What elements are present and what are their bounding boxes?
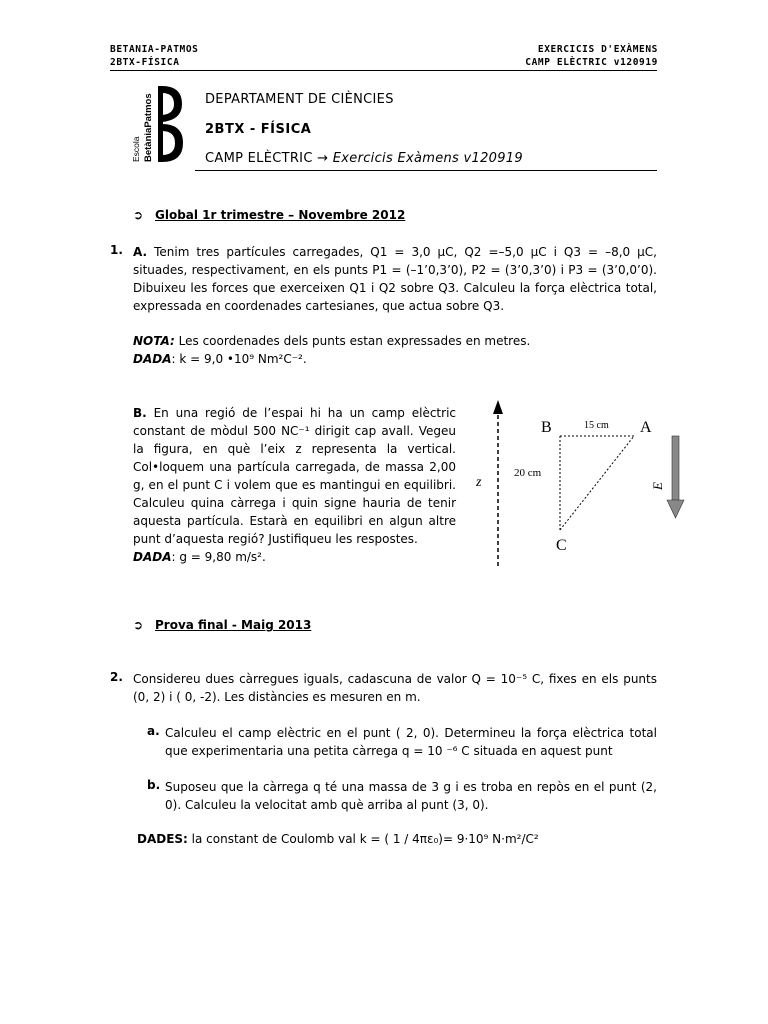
dada-label: DADA [133,352,172,366]
header-rule [110,70,657,71]
question-2-number: 2. [110,670,123,684]
question-2a-label: a. [147,724,160,738]
question-1b [133,404,456,566]
section-2-heading [133,618,311,632]
section-1-heading [133,208,405,222]
department-title: DEPARTAMENT DE CIÈNCIES [205,92,394,107]
header-doc-version: CAMP ELÈCTRIC v120919 [525,57,658,68]
header-school: BETANIA-PATMOS [110,44,199,55]
field-label: E⃗ [650,471,665,490]
question-1b-dada-text: : g = 9,80 m/s². [171,550,266,564]
question-1b-label: B. [133,406,147,420]
logo-text-main: BetàniaPatmos [143,93,154,162]
dada-text: : k = 9,0 •10⁹ Nm²C⁻². [171,352,307,366]
question-1-nota [133,332,657,350]
point-a-label: A [640,419,652,436]
course-title: 2BTX - FÍSICA [205,122,312,137]
question-1a [133,243,657,315]
section-2-arrow: ➲ [133,618,144,632]
field-diagram [468,398,688,570]
question-1b-dada-label: DADA [133,550,172,564]
nota-label: NOTA: [133,334,175,348]
nota-text: Les coordenades dels punts estan expressades en metres. [178,334,531,348]
section-1-title: Global 1r trimestre – Novembre 2012 [155,208,406,222]
question-2b-text: Suposeu que la càrrega q té una massa de 3 g i es troba en repòs en el punt (2, 0). Calculeu la velocitat amb què arriba al punt (3, 0). [165,780,657,812]
field-arrow-head [667,500,684,518]
school-logo [128,82,188,166]
header-left [110,43,198,69]
subject-subtitle: Exercicis Exàmens v120919 [332,151,523,166]
question-2-dades [137,832,539,846]
section-2-title: Prova final - Maig 2013 [155,618,312,632]
question-2a-text: Calculeu el camp elèctric en el punt ( 2, 0). Determineu la força elèctrica total que experimentaria una petita càrrega q = 10 ⁻⁶ C situada en aquest punt [165,726,657,758]
z-axis-arrowhead [493,400,503,414]
field-arrow-shaft [672,436,679,500]
header-doc-type: EXERCICIS D'EXÀMENS [537,44,658,55]
subject-arrow: → [317,151,329,166]
dades-text: la constant de Coulomb val k = ( 1 / 4πε₀)= 9·10⁹ N·m²/C² [187,832,539,846]
subject-name: CAMP ELÈCTRIC [205,151,313,166]
section-1-arrow: ➲ [133,208,144,222]
question-2-intro: Considereu dues càrregues iguals, cadascuna de valor Q = 10⁻⁵ C, fixes en els punts (0, 2) i ( 0, -2). Les distàncies es mesuren en m. [133,672,657,704]
question-1a-label: A. [133,245,148,259]
dades-label: DADES: [137,832,188,846]
subject-line [205,151,523,166]
segment-ca [560,436,634,530]
question-1a-text: Tenim tres partícules carregades, Q1 = 3,0 μC, Q2 =–5,0 μC i Q3 = –8,0 μC, situades, respectivament, en els punts P1 = (–1’0,3’0), P2 = (3’0,3’0) i P3 = (3’0,0’0). Dibuixeu les forces que exerceixen Q1 i Q2 sobre Q3. Calculeu la força elèctrica total, expressada en coordenades cartesianes, que actua sobre Q3. [133,245,657,313]
question-1-number: 1. [110,243,123,257]
question-2b-label: b. [147,778,161,792]
header-right [525,43,658,69]
logo-text-top: Escola [131,136,141,162]
question-1-dada [133,350,657,368]
vertical-distance-label: 20 cm [514,467,542,479]
z-axis-label: z [476,475,482,490]
point-b-label: B [541,419,552,436]
point-c-label: C [556,537,567,554]
title-rule [195,170,657,171]
horizontal-distance-label: 15 cm [584,420,609,431]
question-1b-text: En una regió de l’espai hi ha un camp elèctric constant de mòdul 500 NC⁻¹ dirigit cap avall. Vegeu la figura, en què l’eix z representa la vertical. Col•loquem una partícula carregada, de massa 2,00 g, en el punt C i volem que es mantingui en equilibri. Calculeu quina càrrega i quin signe hauria de tenir aquesta partícula. Estarà en equilibri en algun altre punt d’aquesta regió? Justifiqueu les respostes. [133,406,456,546]
header-course: 2BTX-FÍSICA [110,57,180,68]
